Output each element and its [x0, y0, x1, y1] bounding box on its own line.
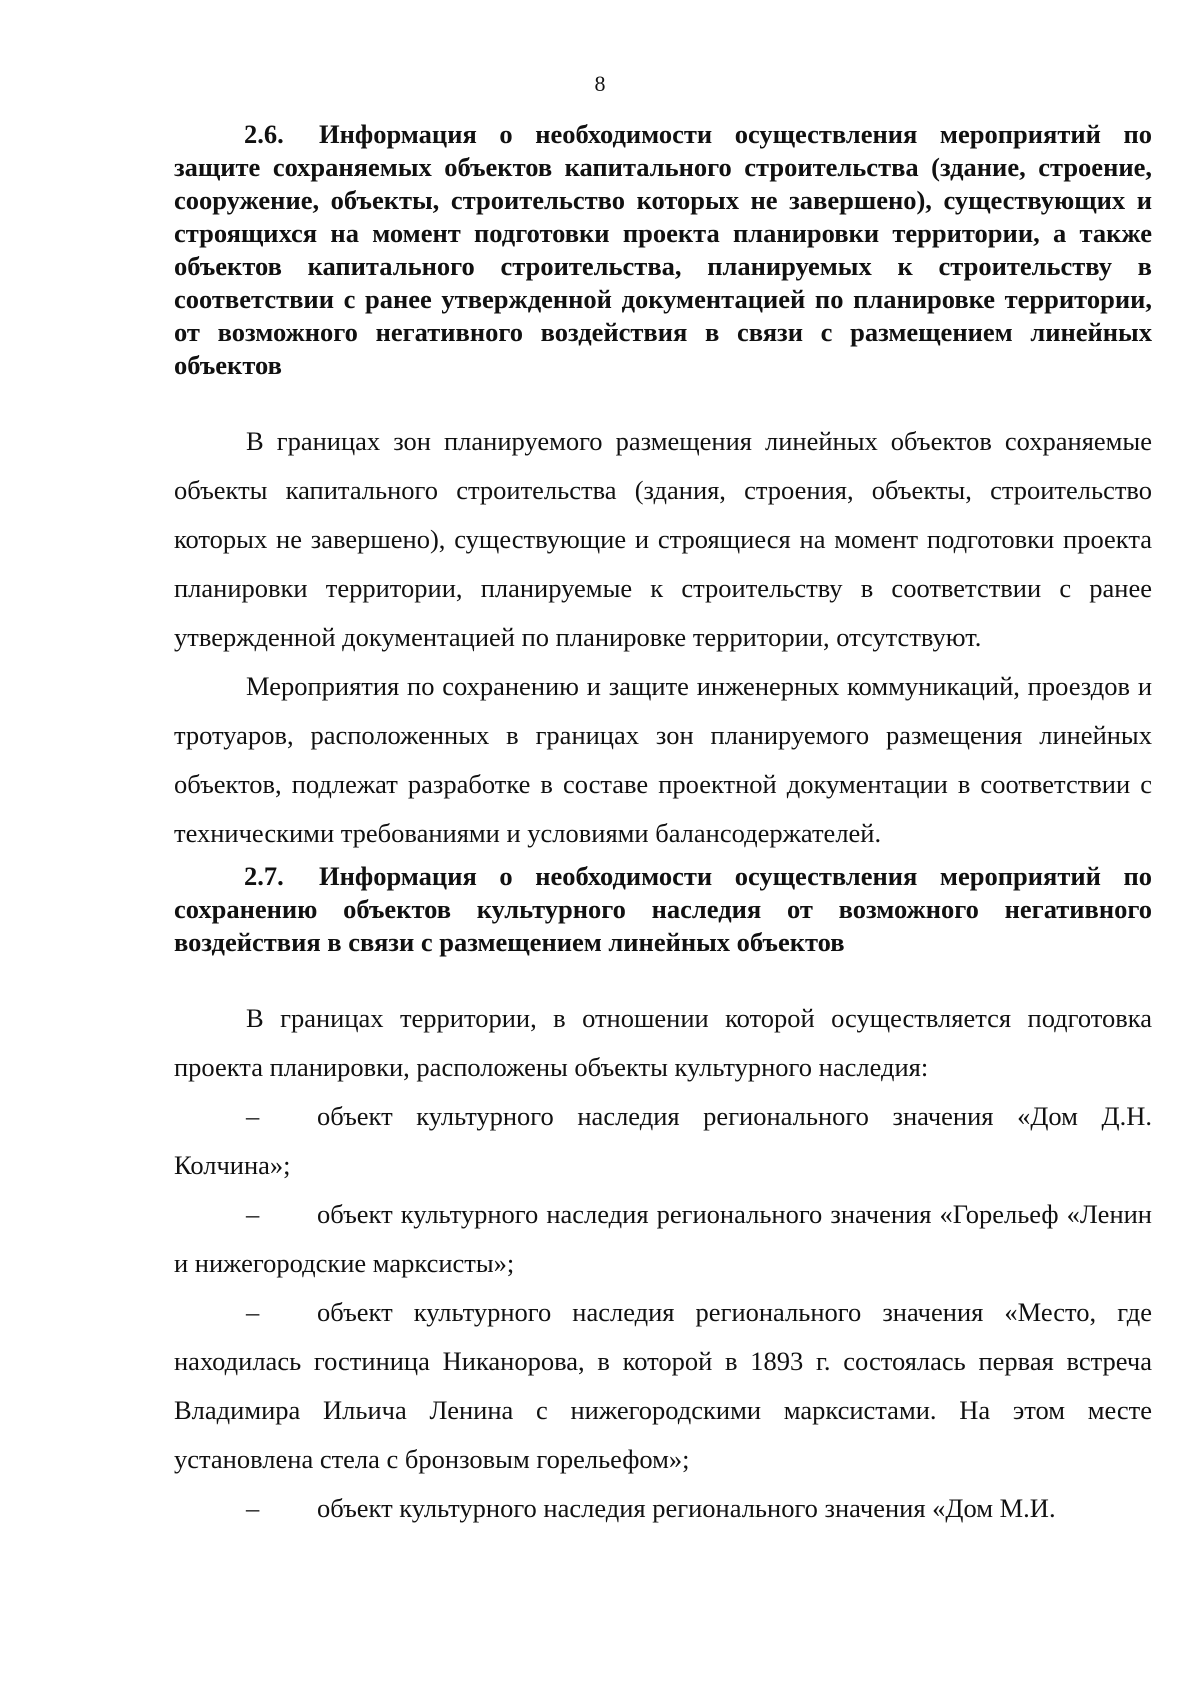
list-item-text: объект культурного наследия регионального значения «Горельеф «Ленин и нижегородские марксисты»; — [174, 1199, 1152, 1278]
section-2-7-heading — [174, 860, 1152, 959]
list-item — [174, 1484, 1152, 1533]
list-item — [174, 1288, 1152, 1484]
page-number: 8 — [594, 71, 606, 96]
list-dash: – — [246, 1493, 260, 1523]
page-content — [174, 118, 1152, 1533]
list-item-text: объект культурного наследия регионального значения «Дом М.И. — [317, 1493, 1056, 1523]
section-2-7-title: Информация о необходимости осуществления мероприятий по сохранению объектов культурного наследия от возможного негативного воздействия в связи с размещением линейных объектов — [174, 861, 1152, 957]
list-dash: – — [246, 1297, 260, 1327]
section-2-6-heading — [174, 118, 1152, 382]
section-2-7-intro: В границах территории, в отношении которой осуществляется подготовка проекта планировки, расположены объекты культурного наследия: — [174, 1003, 1152, 1082]
section-2-7-number: 2.7. — [244, 861, 284, 891]
list-item-text: объект культурного наследия регионального значения «Место, где находилась гостиница Никанорова, в которой в 1893 г. состоялась первая встреча Владимира Ильича Ленина с нижегородскими марксистами. На этом месте установлена стела с бронзовым горельефом»; — [174, 1297, 1152, 1474]
section-2-6-title: Информация о необходимости осуществления мероприятий по защите сохраняемых объектов капитального строительства (здание, строение, сооружение, объекты, строительство которых не завершено), существующих и строящихся на момент подготовки проекта планировки территории, а также объектов капитального строительства, планируемых к строительству в соответствии с ранее утвержденной документацией по планировке территории, от возможного негативного воздействия в связи с размещением линейных объектов — [174, 119, 1152, 380]
list-item — [174, 1190, 1152, 1288]
list-item-text: объект культурного наследия регионального значения «Дом Д.Н. Колчина»; — [174, 1101, 1152, 1180]
section-2-6-paragraph-2: Мероприятия по сохранению и защите инженерных коммуникаций, проездов и тротуаров, расположенных в границах зон планируемого размещения линейных объектов, подлежат разработке в составе проектной документации в соответствии с техническими требованиями и условиями балансодержателей. — [174, 671, 1152, 848]
list-dash: – — [246, 1199, 260, 1229]
section-2-6-number: 2.6. — [244, 119, 284, 149]
section-2-6-paragraph-1: В границах зон планируемого размещения линейных объектов сохраняемые объекты капитального строительства (здания, строения, объекты, строительство которых не завершено), существующие и строящиеся на момент подготовки проекта планировки территории, планируемые к строительству в соответствии с ранее утвержденной документацией по планировке территории, отсутствуют. — [174, 426, 1152, 652]
list-item — [174, 1092, 1152, 1190]
list-dash: – — [246, 1101, 260, 1131]
